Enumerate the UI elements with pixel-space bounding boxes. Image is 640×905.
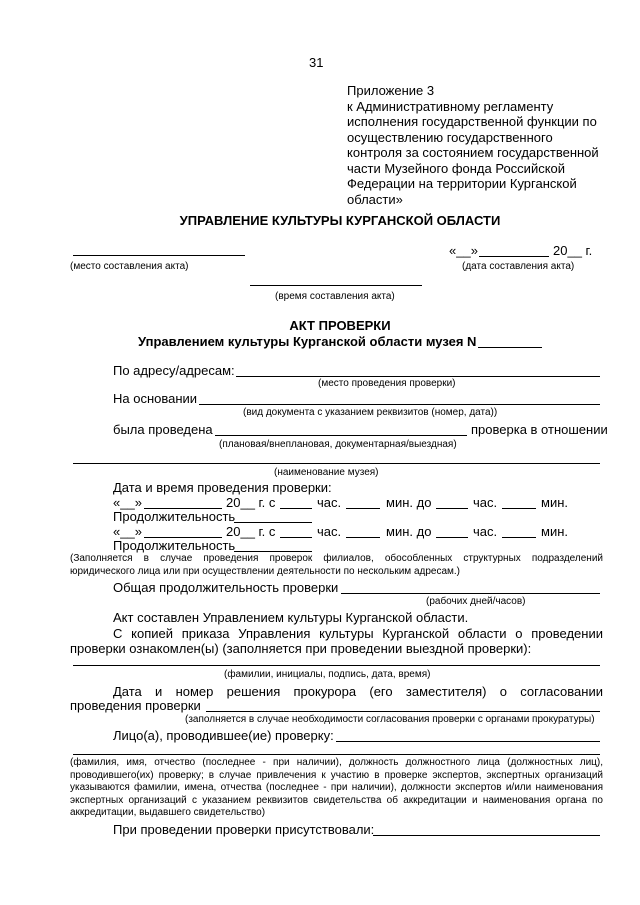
- dt2-min-to-line[interactable]: [502, 537, 536, 538]
- duration-label-2: Продолжительность: [113, 538, 236, 553]
- date-day-open: «__»: [449, 243, 478, 258]
- basis-line[interactable]: [199, 404, 600, 405]
- conducted-caption: (плановая/внеплановая, документарная/выездная): [219, 439, 457, 450]
- persons-note: (фамилия, имя, отчество (последнее - при наличии), должность должностного лица (должностных лиц), проводившего(их) проверку; в случае привлечения к участию в проверке экспертов, экспертных организаций указываются фамилии, имена, отчества (последнее - при наличии), должности экспертов и/или наименования экспертных организаций с указанием реквизитов свидетельства об аккредитации и наименования органа по аккредитации, выдавшего свидетельство): [70, 757, 603, 818]
- museum-name-line[interactable]: [73, 463, 600, 464]
- present-line[interactable]: [373, 835, 600, 836]
- duration-label-1: Продолжительность: [113, 509, 236, 524]
- place-caption: (место составления акта): [70, 261, 189, 272]
- dt1-year: 20__ г. с: [226, 495, 276, 510]
- appendix-line: Приложение 3: [347, 83, 435, 98]
- appendix-line: области»: [347, 191, 403, 207]
- dt1-hours: час.: [317, 495, 342, 510]
- dt2-day: «__»: [113, 524, 142, 539]
- signature-line[interactable]: [73, 665, 600, 666]
- address-caption: (место проведения проверки): [318, 378, 456, 389]
- dt2-hours: час.: [317, 524, 342, 539]
- dt1-min: мин.: [541, 495, 568, 510]
- appendix-line: осуществлению государственного: [347, 129, 553, 145]
- signature-caption: (фамилии, инициалы, подпись, дата, время): [224, 669, 431, 680]
- dt1-min-to-line[interactable]: [502, 508, 536, 509]
- prosecutor-text-1: Дата и номер решения прокурора (его заместителя) о согласовании: [113, 684, 603, 699]
- appendix-line: Федерации на территории Курганской: [347, 176, 577, 191]
- dt1-hour-from-line[interactable]: [280, 508, 312, 509]
- page-number: 31: [309, 55, 324, 70]
- appendix-line: части Музейного фонда Российской: [347, 160, 566, 176]
- prosecutor-caption: (заполняется в случае необходимости согласования проверки с органами прокуратуры): [185, 714, 595, 725]
- address-label: По адресу/адресам:: [113, 363, 235, 378]
- dt2-min-from-line[interactable]: [346, 537, 380, 538]
- time-caption: (время составления акта): [275, 291, 395, 302]
- dt2-hours2: час.: [473, 524, 498, 539]
- conducted-label: была проведена: [113, 422, 213, 437]
- appendix-block: [347, 83, 599, 207]
- check-type-line[interactable]: [215, 435, 467, 436]
- dt2-min: мин.: [541, 524, 568, 539]
- total-duration-label: Общая продолжительность проверки: [113, 580, 339, 595]
- dt2-min-to: мин. до: [386, 524, 432, 539]
- date-year: 20__ г.: [553, 243, 593, 258]
- address-line[interactable]: [236, 376, 600, 377]
- appendix-line: исполнения государственной функции по: [347, 114, 597, 129]
- org-title: УПРАВЛЕНИЕ КУЛЬТУРЫ КУРГАНСКОЙ ОБЛАСТИ: [179, 213, 501, 228]
- dt1-hour-to-line[interactable]: [436, 508, 468, 509]
- duration-line-2[interactable]: [234, 551, 312, 552]
- conducted-right: проверка в отношении: [471, 422, 608, 437]
- total-duration-line[interactable]: [341, 593, 600, 594]
- basis-label: На основании: [113, 391, 198, 406]
- museum-caption: (наименование музея): [274, 467, 379, 478]
- basis-caption: (вид документа с указанием реквизитов (номер, дата)): [243, 407, 498, 418]
- copy-text-1: С копией приказа Управления культуры Курганской области о проведении: [113, 626, 603, 641]
- act-title: АКТ ПРОВЕРКИ: [289, 318, 391, 333]
- datetime-label: Дата и время проведения проверки:: [113, 480, 332, 495]
- date-caption: (дата составления акта): [462, 261, 575, 272]
- date-month-line[interactable]: [479, 256, 549, 257]
- total-duration-caption: (рабочих дней/часов): [426, 596, 526, 607]
- prosecutor-line[interactable]: [206, 711, 600, 712]
- compiled-text: Акт составлен Управлением культуры Курганской области.: [113, 610, 469, 625]
- dt2-year: 20__ г. с: [226, 524, 276, 539]
- act-subtitle: Управлением культуры Курганской области музея N: [138, 334, 477, 349]
- persons-label: Лицо(а), проводившее(ие) проверку:: [113, 728, 334, 743]
- museum-number-line[interactable]: [478, 347, 542, 348]
- appendix-line: к Административному регламенту: [347, 98, 554, 114]
- dt1-hours2: час.: [473, 495, 498, 510]
- dt1-min-to: мин. до: [386, 495, 432, 510]
- place-line[interactable]: [73, 255, 245, 256]
- dt2-hour-from-line[interactable]: [280, 537, 312, 538]
- appendix-line: контроля за состоянием государственной: [347, 145, 599, 160]
- note-filials: (Заполняется в случае проведения проверок филиалов, обособленных структурных подразделений юридического лица или при осуществлении деятельности по нескольким адресам.): [70, 553, 603, 577]
- time-line[interactable]: [250, 285, 422, 286]
- dt1-min-from-line[interactable]: [346, 508, 380, 509]
- persons-line-1[interactable]: [336, 741, 600, 742]
- dt2-hour-to-line[interactable]: [436, 537, 468, 538]
- duration-line-1[interactable]: [234, 522, 312, 523]
- copy-text-2: проверки ознакомлен(ы) (заполняется при проведении выездной проверки):: [70, 641, 532, 656]
- prosecutor-text-2: проведения проверки: [70, 698, 201, 713]
- dt1-day: «__»: [113, 495, 142, 510]
- present-label: При проведении проверки присутствовали:: [113, 822, 375, 837]
- persons-line-2[interactable]: [73, 754, 600, 755]
